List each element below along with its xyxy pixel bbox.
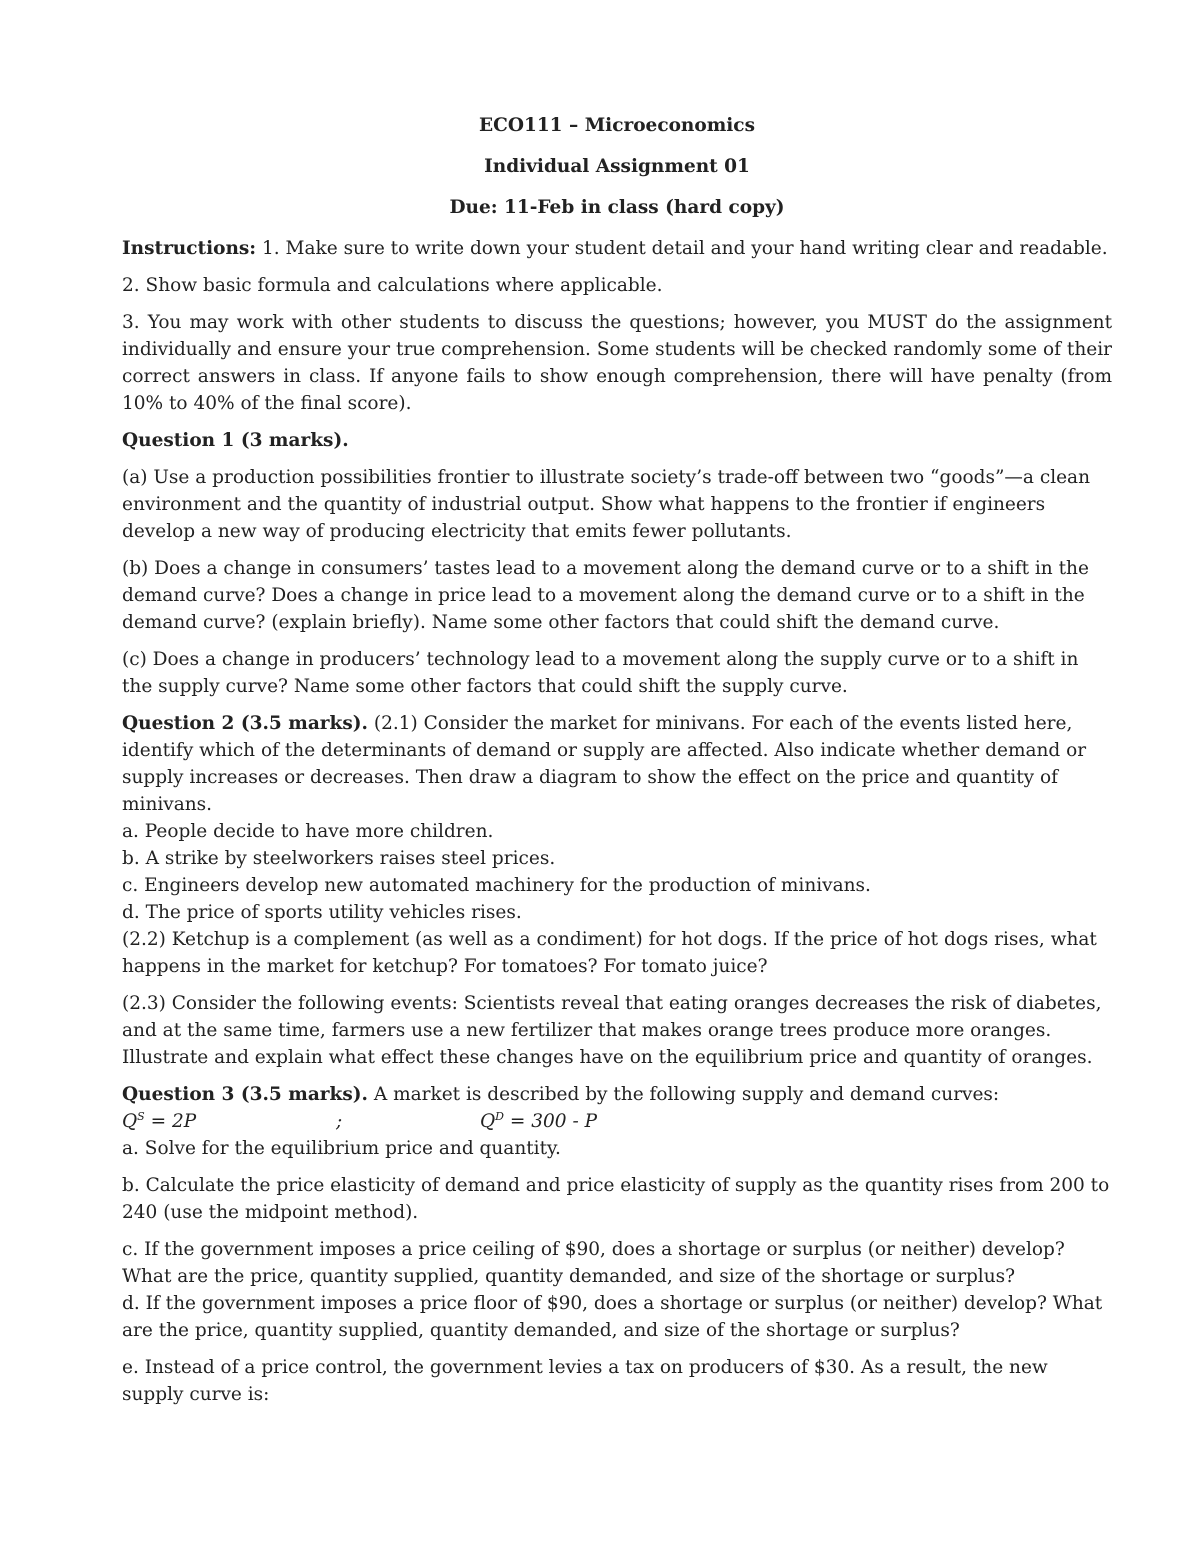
question-3-intro-text: A market is described by the following supply and demand curves:: [367, 1084, 1000, 1105]
question-3-intro: [122, 1081, 1112, 1108]
supply-rhs: = 2P: [144, 1111, 197, 1132]
question-2-title: Question 2 (3.5 marks).: [122, 713, 368, 734]
supply-equation: [122, 1108, 196, 1135]
supply-superscript: S: [137, 1109, 145, 1123]
equation-separator: ;: [336, 1111, 343, 1132]
question-3b: b. Calculate the price elasticity of demand and price elasticity of supply as the quantity rises from 200 to 240 (use the midpoint method).: [122, 1175, 1110, 1223]
question-3e: e. Instead of a price control, the government levies a tax on producers of $30. As a result, the new supply curve is:: [122, 1357, 1048, 1405]
document-page: [122, 112, 1112, 1408]
supply-q: Q: [122, 1111, 138, 1132]
question-1-title: [122, 427, 1112, 454]
due-date: Due: 11-Feb in class (hard copy): [449, 197, 785, 218]
question-3-title: Question 3 (3.5 marks).: [122, 1084, 368, 1105]
instructions-label: Instructions:: [122, 238, 257, 259]
question-1b: (b) Does a change in consumers’ tastes lead to a movement along the demand curve or to a shift in the demand curve? Does a change in price lead to a movement along the demand curve or to a shift in the demand curve? (explain briefly). Name some other factors that could shift the demand curve.: [122, 558, 1089, 633]
instructions-item-1: [122, 235, 1112, 262]
assignment-title: Individual Assignment 01: [484, 156, 750, 177]
course-title: ECO111 – Microeconomics: [479, 115, 755, 136]
question-3d: d. If the government imposes a price floor of $90, does a shortage or surplus (or neither) develop? What are the price, quantity supplied, quantity demanded, and size of the shortage or surplus?: [122, 1293, 1103, 1341]
question-2-item-a: a. People decide to have more children.: [122, 821, 494, 842]
question-3c: c. If the government imposes a price ceiling of $90, does a shortage or surplus (or neither) develop? What are the price, quantity supplied, quantity demanded, and size of the shortage or surplus?: [122, 1239, 1065, 1287]
demand-equation: [480, 1108, 597, 1135]
question-3a: a. Solve for the equilibrium price and quantity.: [122, 1138, 561, 1159]
question-2-intro-text: (2.1) Consider the market for minivans. For each of the events listed here, identify which of the determinants of demand or supply are affected. Also indicate whether demand or supply increases or decreases. Then draw a diagram to show the effect on the price and quantity of minivans.: [122, 713, 1087, 815]
question-1c: (c) Does a change in producers’ technology lead to a movement along the supply curve or to a shift in the supply curve? Name some other factors that could shift the supply curve.: [122, 649, 1079, 697]
demand-rhs: = 300 - P: [504, 1111, 598, 1132]
question-2-item-b: b. A strike by steelworkers raises steel prices.: [122, 848, 556, 869]
question-2-3: (2.3) Consider the following events: Scientists reveal that eating oranges decreases the risk of diabetes, and at the same time, farmers use a new fertilizer that makes orange trees produce more oranges. Illustrate and explain what effect these changes have on the equilibrium price and quantity of oranges.: [122, 993, 1102, 1068]
question-1a: (a) Use a production possibilities frontier to illustrate society’s trade-off between two “goods”—a clean environment and the quantity of industrial output. Show what happens to the frontier if engineers develop a new way of producing electricity that emits fewer pollutants.: [122, 467, 1090, 542]
question-2-item-d: d. The price of sports utility vehicles rises.: [122, 902, 522, 923]
demand-superscript: D: [495, 1109, 504, 1123]
instructions-item-3: 3. You may work with other students to discuss the questions; however, you MUST do the assignment individually and ensure your true comprehension. Some students will be checked randomly some of their correct answers in class. If anyone fails to show enough comprehension, there will have penalty (from 10% to 40% of the final score).: [122, 312, 1112, 414]
instructions-item-1-text: 1. Make sure to write down your student detail and your hand writing clear and readable.: [256, 238, 1108, 259]
supply-demand-equations: [122, 1108, 1112, 1135]
question-1-title-text: Question 1 (3 marks).: [122, 430, 349, 451]
question-2-item-c: c. Engineers develop new automated machinery for the production of minivans.: [122, 875, 871, 896]
demand-q: Q: [480, 1111, 496, 1132]
question-2-intro: [122, 710, 1112, 818]
question-2-2: (2.2) Ketchup is a complement (as well as a condiment) for hot dogs. If the price of hot dogs rises, what happens in the market for ketchup? For tomatoes? For tomato juice?: [122, 929, 1097, 977]
instructions-item-2: 2. Show basic formula and calculations where applicable.: [122, 275, 663, 296]
